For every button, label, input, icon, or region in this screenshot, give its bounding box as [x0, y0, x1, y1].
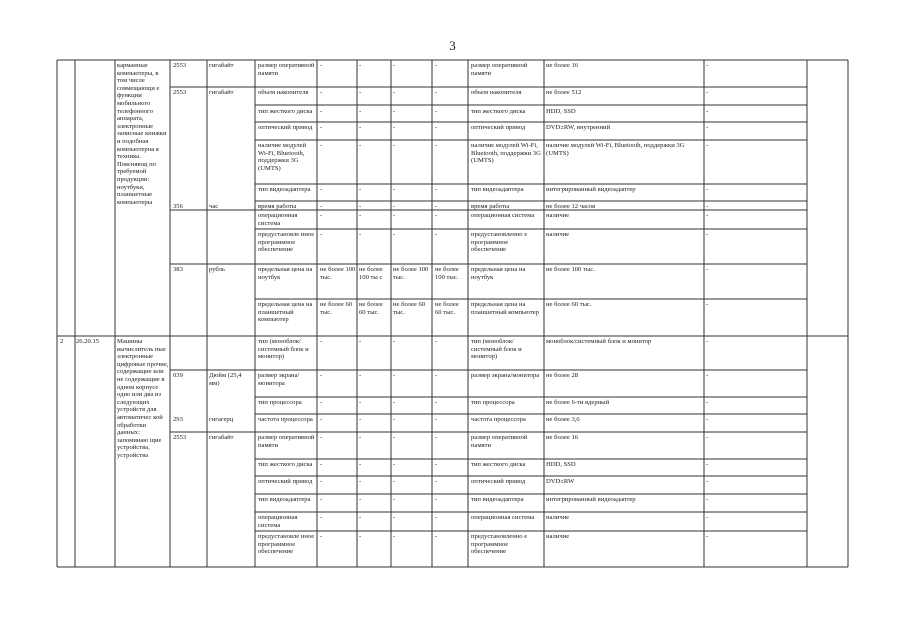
table-cell: тип видеоадаптера [258, 496, 311, 503]
table-cell: - [393, 533, 396, 540]
table-cell: предельная цена на планшетный компьютер [258, 301, 313, 324]
table-cell: размер оперативной памяти [471, 62, 528, 77]
table-cell: 356 [173, 203, 183, 210]
table-cell: - [320, 478, 323, 485]
table-cell: рубль [209, 266, 225, 273]
table-cell: - [359, 461, 362, 468]
table-cell: не более 100 тыс. [320, 266, 356, 281]
table-cell: - [320, 399, 323, 406]
table-cell: - [435, 231, 438, 238]
table-cell: - [706, 372, 709, 379]
table-cell: - [706, 89, 709, 96]
table-cell: размер оперативной памяти [258, 62, 315, 77]
table-cell: - [320, 434, 323, 441]
table-cell: - [393, 514, 396, 521]
table-cell: не более 16 [546, 434, 579, 441]
table-cell: операционная система [471, 514, 535, 521]
table-cell: не более 3,6 [546, 416, 580, 423]
table-cell: - [359, 142, 362, 149]
table-cell: - [435, 496, 438, 503]
table-cell: - [706, 434, 709, 441]
table-cell: - [320, 186, 323, 193]
table-cell: - [359, 108, 362, 115]
table-cell: - [706, 338, 709, 345]
table-cell: - [393, 89, 396, 96]
table-cell: - [359, 372, 362, 379]
table-cell: операционная система [258, 514, 298, 529]
table-cell: Дюйм (25,4 мм) [209, 372, 242, 387]
table-cell: - [393, 434, 396, 441]
table-cell: тип жесткого диска [471, 108, 526, 115]
table-cell: - [393, 478, 396, 485]
table-cell: размер экрана/монитора [471, 372, 540, 379]
table-cell: - [706, 266, 709, 273]
table-cell: - [706, 399, 709, 406]
table-cell: интегрированный видеоадаптер [546, 186, 636, 193]
table-cell: - [435, 514, 438, 521]
table-cell: - [359, 416, 362, 423]
table-cell: - [393, 203, 396, 210]
table-cell: - [359, 496, 362, 503]
table-cell: - [320, 203, 323, 210]
table-cell: 2553 [173, 62, 187, 69]
table-cell: 039 [173, 372, 183, 379]
table-cell: - [320, 231, 323, 238]
table-cell: тип (моноблок/ системный блок и монитор) [471, 338, 522, 361]
table-cell: - [393, 461, 396, 468]
table-cell: не более 60 тыс. [546, 301, 592, 308]
table-cell: не более 100 ты с [359, 266, 383, 281]
table-cell: гигагерц [209, 416, 234, 423]
table-cell: - [320, 496, 323, 503]
table-cell: - [706, 231, 709, 238]
table-cell: не более 60 тыс. [393, 301, 426, 316]
table-cell: час [209, 203, 219, 210]
table-cell: - [435, 416, 438, 423]
table-cell: - [320, 416, 323, 423]
table-cell: не более 60 тыс. [359, 301, 383, 316]
table-cell: - [706, 203, 709, 210]
table-cell: HDD, SSD [546, 108, 576, 115]
table-cell: оптический привод [471, 478, 526, 485]
table-cell: объем накопителя [258, 89, 309, 96]
table-cell: - [393, 496, 396, 503]
table-cell: - [435, 338, 438, 345]
table-cell: наличие модулей Wi-Fi, Bluetooth, поддержки 3G (UMTS) [258, 142, 307, 172]
table-cell: - [320, 108, 323, 115]
table-cell: - [393, 212, 396, 219]
table-cell: - [393, 124, 396, 131]
table-cell: - [706, 186, 709, 193]
table-cell: - [435, 142, 438, 149]
table-cell: - [435, 89, 438, 96]
table-cell: - [359, 514, 362, 521]
table-cell: не более 12 часов [546, 203, 596, 210]
table-cell: - [435, 186, 438, 193]
table-cell: карманные компьютеры, в том числе совмещающи е функции мобильного телефонного аппарата, электронные записные книжки и подобная компьютерна я техника. Поясняющ по требуемой продукции: ноутбуки, планшетные компьютеры [117, 62, 167, 206]
table-cell: - [435, 533, 438, 540]
table-cell: - [359, 231, 362, 238]
table-cell: - [359, 62, 362, 69]
table-cell: - [359, 124, 362, 131]
table-cell: объем накопителя [471, 89, 522, 96]
table-cell: - [320, 533, 323, 540]
table-cell: тип видеоадаптера [471, 186, 524, 193]
table-cell: - [435, 212, 438, 219]
table-cell: не более 28 [546, 372, 579, 379]
table-cell: - [706, 416, 709, 423]
table-cell: - [706, 301, 709, 308]
table-cell: - [435, 461, 438, 468]
table-cell: - [393, 399, 396, 406]
table-cell: - [320, 372, 323, 379]
table-cell: операционная система [471, 212, 535, 219]
table-cell: - [359, 203, 362, 210]
table-cell: - [320, 142, 323, 149]
table-cell: - [706, 533, 709, 540]
table-cell: частота процессора [471, 416, 526, 423]
table-cell: - [706, 212, 709, 219]
table-cell: гигабайт [209, 62, 234, 69]
table-cell: тип процессора [471, 399, 515, 406]
table-cell: предустановле нное программное обеспечение [258, 231, 315, 254]
page-number: 3 [449, 38, 456, 53]
table-cell: гигабайт [209, 434, 234, 441]
table-cell: предельная цена на ноутбук [471, 266, 526, 281]
table-cell: - [359, 89, 362, 96]
table-cell: - [706, 62, 709, 69]
table-cell: - [320, 338, 323, 345]
table-cell: 2 [60, 338, 64, 345]
table-cell: - [393, 416, 396, 423]
table-cell: 383 [173, 266, 183, 273]
table-cell: не более 60 тыс. [320, 301, 353, 316]
table-cell: интегрированный видеоадаптер [546, 496, 636, 503]
table-cell: - [393, 108, 396, 115]
table-cell: - [706, 142, 709, 149]
table-cell: тип жесткого диска [471, 461, 526, 468]
table-cell: - [359, 186, 362, 193]
table-cell: - [359, 478, 362, 485]
table-cell: тип (моноблок/ системный блок и монитор) [258, 338, 309, 361]
table-cell: наличие модулей Wi-Fi, Bluetooth, поддержки 3G (UMTS) [546, 142, 685, 157]
table-cell: - [706, 108, 709, 115]
table-cell: наличие [546, 231, 570, 238]
table-cell: - [435, 372, 438, 379]
table-cell: Машины вычислитель ные электронные цифровые прочие, содержащие или не содержащие в одном корпусе одно или два из следующих устройств для автоматичес кой обработки данных: запоминаю щие устройства, устройства [117, 338, 169, 459]
table-cell: наличие [546, 514, 570, 521]
table-cell: предельная цена на планшетный компьютер [471, 301, 539, 316]
table-cell: HDD, SSD [546, 461, 576, 468]
table-cell: 26.20.15 [76, 338, 100, 345]
table-cell: - [435, 203, 438, 210]
table-cell: 2553 [173, 434, 187, 441]
table-cell: - [393, 231, 396, 238]
table-cell: - [320, 62, 323, 69]
table-cell: - [393, 338, 396, 345]
table-cell: - [435, 399, 438, 406]
table-cell: не более 512 [546, 89, 582, 96]
table-cell: - [359, 434, 362, 441]
table-cell: тип процессора [258, 399, 302, 406]
table-cell: наличие [546, 212, 570, 219]
table-cell: размер оперативной памяти [258, 434, 315, 449]
table-cell: - [320, 212, 323, 219]
table-cell: тип жесткого диска [258, 461, 313, 468]
table-cell: - [706, 496, 709, 503]
table-cell: не более 16 [546, 62, 579, 69]
table-cell: оптический привод [258, 478, 313, 485]
table-cell: 2553 [173, 89, 187, 96]
table-cell: тип видеоадаптера [471, 496, 524, 503]
table-cell: - [706, 478, 709, 485]
table-cell: тип видеоадаптера [258, 186, 311, 193]
table-cell: - [706, 514, 709, 521]
table-cell: не более 6-ти ядерный [546, 399, 610, 406]
table-cell: 293 [173, 416, 183, 423]
table-cell: DVD±RW, внутренний [546, 124, 611, 131]
table-cell: - [393, 62, 396, 69]
table-cell: предустановленно е программное обеспечение [471, 231, 528, 254]
table-cell: - [359, 338, 362, 345]
table-cell: - [359, 533, 362, 540]
table-cell: - [435, 62, 438, 69]
table-cell: не более 60 тыс. [435, 301, 459, 316]
table-cell: предустановле нное программное обеспечение [258, 533, 315, 556]
table-cell: - [320, 461, 323, 468]
table-cell: не более 100 тыс. [435, 266, 459, 281]
table-cell: предельная цена на ноутбук [258, 266, 313, 281]
table-cell: оптический привод [471, 124, 526, 131]
table-cell: - [435, 434, 438, 441]
table-cell: время работы [471, 203, 510, 210]
table-cell: - [393, 372, 396, 379]
table-cell: - [320, 514, 323, 521]
table-cell: не более 100 тыс. [546, 266, 595, 273]
table-cell: - [435, 124, 438, 131]
table-cell: - [393, 142, 396, 149]
table-cell: время работы [258, 203, 297, 210]
table-cell: наличие [546, 533, 570, 540]
table-cell: наличие модулей Wi-Fi, Bluetooth, поддержки 3G (UMTS) [471, 142, 541, 165]
table-cell: - [706, 124, 709, 131]
table-cell: не более 100 тыс. [393, 266, 429, 281]
table-cell: размер экрана/монитора [258, 372, 300, 387]
table-cell: - [706, 461, 709, 468]
table-cell: - [393, 186, 396, 193]
table-cell: оптический привод [258, 124, 313, 131]
table-cell: - [359, 399, 362, 406]
table-cell: - [320, 124, 323, 131]
table-cell: DVD±RW [546, 478, 575, 485]
table-cell: моноблок/системный блок и монитор [546, 338, 652, 345]
table-cell: - [359, 212, 362, 219]
table-cell: операционная система [258, 212, 298, 227]
table-cell: тип жесткого диска [258, 108, 313, 115]
table-cell: предустановленно е программное обеспечение [471, 533, 528, 556]
table-cell: гигабайт [209, 89, 234, 96]
table-cell: - [320, 89, 323, 96]
table-cell: - [435, 478, 438, 485]
table-cell: - [435, 108, 438, 115]
table-cell: частота процессора [258, 416, 313, 423]
table-cell: размер оперативной памяти [471, 434, 528, 449]
